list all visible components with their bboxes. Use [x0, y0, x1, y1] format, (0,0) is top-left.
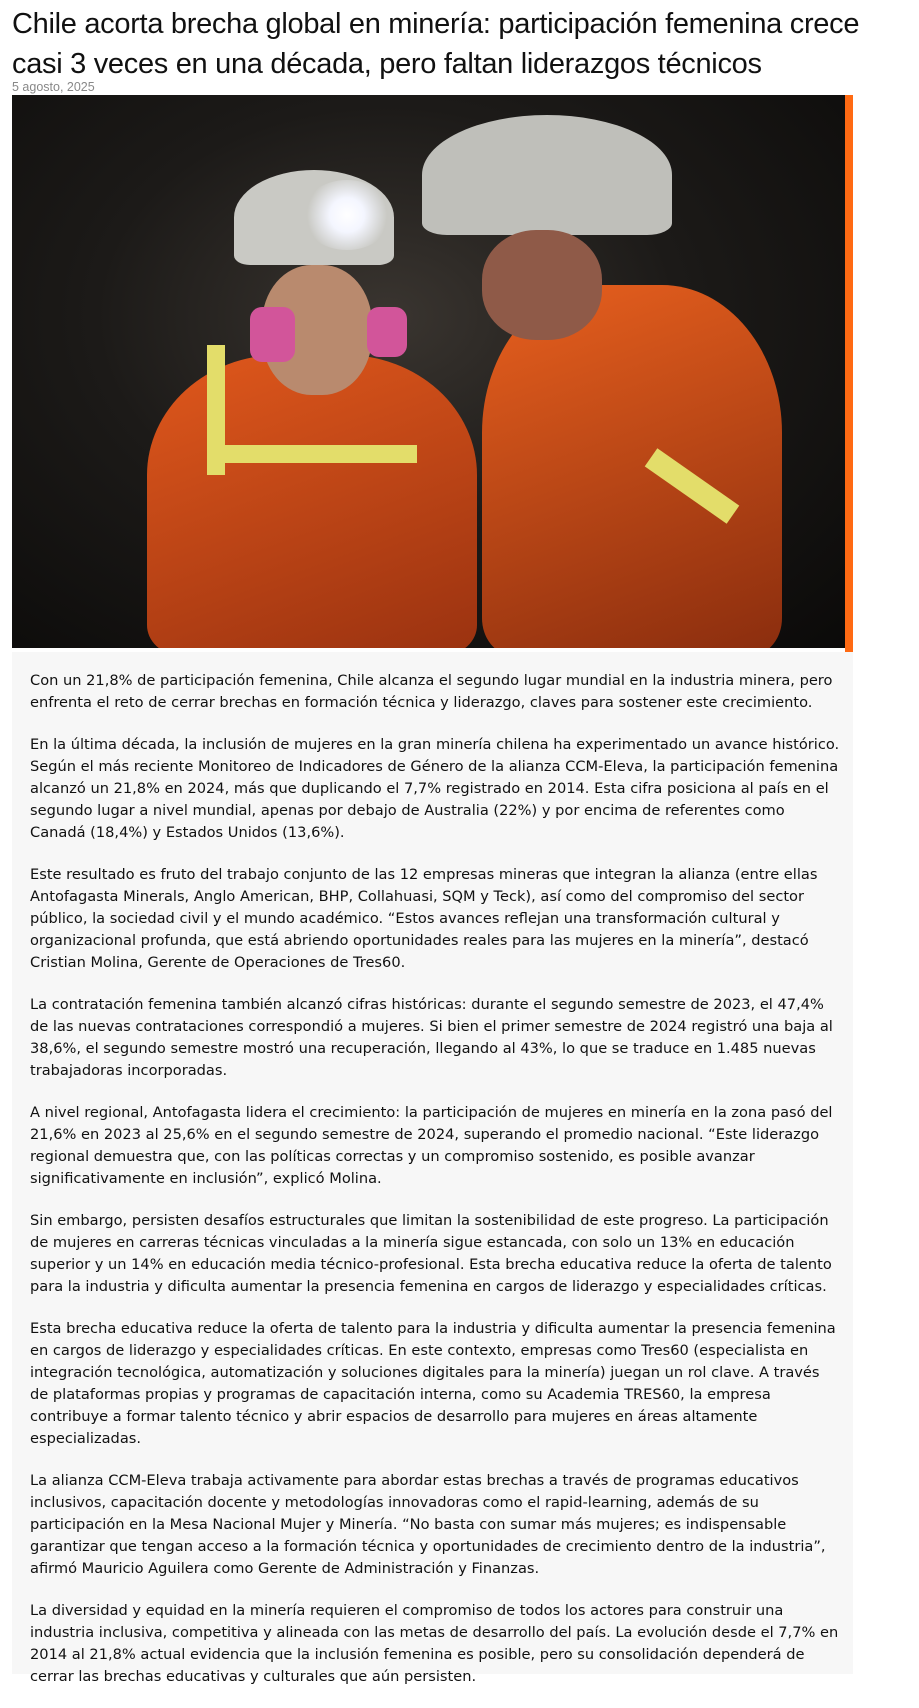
respirator-left [250, 307, 295, 362]
reflective-stripe [207, 445, 417, 463]
worker-right-helmet [422, 115, 672, 235]
worker-right-face [482, 230, 602, 340]
article-paragraph: Este resultado es fruto del trabajo conjunto de las 12 empresas mineras que integran la alianza (entre ellas Antofagasta Minerals, Anglo American, BHP, Collahuasi, SQM y Teck), así como del compromiso del sector público, la sociedad civil y el mundo académico. “Estos avances reflejan una transformación cultural y organizacional profunda, que está abriendo oportunidades reales para las mujeres en la minería”, destacó Cristian Molina, Gerente de Operaciones de Tres60. [30, 866, 818, 971]
article-paragraph: Sin embargo, persisten desafíos estructurales que limitan la sostenibilidad de este progreso. La participación de mujeres en carreras técnicas vinculadas a la minería sigue estancada, con solo un 13% en educación superior y un 14% en educación media técnico-profesional. Esta brecha educativa reduce la oferta de talento para la industria y dificulta aumentar la presencia femenina en cargos de liderazgo y especialidades críticas. [30, 1212, 832, 1295]
article-paragraph: La alianza CCM-Eleva trabaja activamente para abordar estas brechas a través de programas educativos inclusivos, capacitación docente y metodologías innovadoras como el rapid-learning, además de su participación en la Mesa Nacional Mujer y Minería. “No basta con sumar más mujeres; es indispensable garantizar que tengan acceso a la formación técnica y oportunidades de crecimiento dentro de la industria”, afirmó Mauricio Aguilera como Gerente de Administración y Finanzas. [30, 1472, 826, 1577]
article-paragraph: Esta brecha educativa reduce la oferta de talento para la industria y dificulta aumentar la presencia femenina en cargos de liderazgo y especialidades críticas. En este contexto, empresas como Tres60 (especialista en integración tecnológica, automatización y soluciones digitales para la minería) juegan un rol clave. A través de plataformas propias y programas de capacitación interna, como su Academia TRES60, la empresa contribuye a formar talento técnico y abrir espacios de desarrollo para mujeres en áreas altamente especializadas. [30, 1320, 836, 1447]
respirator-right [367, 307, 407, 357]
hero-image-women-miners [12, 95, 845, 648]
article-paragraph: En la última década, la inclusión de mujeres en la gran minería chilena ha experimentado un avance histórico. Según el más reciente Monitoreo de Indicadores de Género de la alianza CCM-Eleva, la participación femenina alcanzó un 21,8% en 2024, más que duplicando el 7,7% registrado en 2014. Esta cifra posiciona al país en el segundo lugar a nivel mundial, apenas por debajo de Australia (22%) y por encima de referentes como Canadá (18,4%) y Estados Unidos (13,6%). [30, 736, 840, 841]
article-paragraph: La contratación femenina también alcanzó cifras históricas: durante el segundo semestre de 2023, el 47,4% de las nuevas contrataciones correspondió a mujeres. Si bien el primer semestre de 2024 registró una baja al 38,6%, el segundo semestre mostró una recuperación, llegando al 43%, lo que se traduce en 1.485 nuevas trabajadoras incorporadas. [30, 996, 833, 1079]
article-title: Chile acorta brecha global en minería: participación femenina crece casi 3 veces en una década, pero faltan liderazgos técnicos [12, 8, 860, 80]
article-paragraph: A nivel regional, Antofagasta lidera el crecimiento: la participación de mujeres en minería en la zona pasó del 21,6% en 2023 al 25,6% en el segundo semestre de 2024, superando el promedio nacional. “Este liderazgo regional demuestra que, con las políticas correctas y un compromiso sostenido, es posible avanzar significativamente en inclusión”, explicó Molina. [30, 1104, 833, 1187]
article-paragraph: Con un 21,8% de participación femenina, Chile alcanza el segundo lugar mundial en la industria minera, pero enfrenta el reto de cerrar brechas en formación técnica y liderazgo, claves para sostener este crecimiento. [30, 672, 833, 711]
article-body [12, 652, 853, 1685]
worker-left-figure [147, 355, 477, 648]
accent-bar [845, 95, 853, 652]
article-paragraph: La diversidad y equidad en la minería requieren el compromiso de todos los actores para construir una industria inclusiva, competitiva y alineada con las metas de desarrollo del país. La evolución desde el 7,7% en 2014 al 21,8% actual evidencia que la inclusión femenina es posible, pero su consolidación dependerá de cerrar las brechas educativas y culturales que aún persisten. [30, 1602, 839, 1685]
helmet-lamp [302, 180, 392, 250]
article-date: 5 agosto, 2025 [12, 80, 95, 94]
